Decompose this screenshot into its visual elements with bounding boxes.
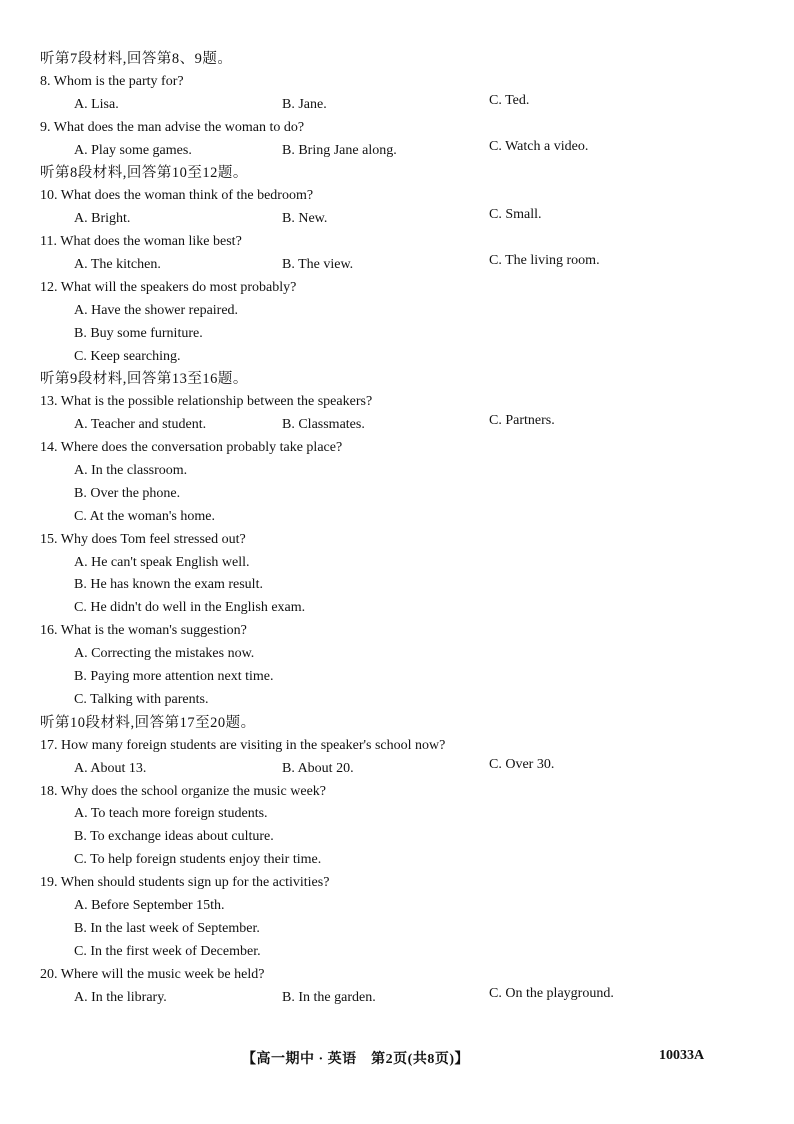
answer-option-c: C. Over 30. [489,756,555,772]
answer-option: B. He has known the exam result. [74,577,263,593]
answer-option: C. At the woman's home. [74,508,215,524]
question-stem: 10. What does the woman think of the bedroom? [40,188,314,204]
answer-options-row [40,987,760,1010]
answer-option: A. Correcting the mistakes now. [74,646,255,662]
answer-option: C. Talking with parents. [74,691,209,707]
answer-options-row [40,208,760,231]
answer-options-row [40,254,760,277]
answer-option-b: B. In the garden. [282,989,376,1005]
answer-option: B. Over the phone. [74,485,181,501]
question-stem: 17. How many foreign students are visiting in the speaker's school now? [40,737,446,753]
question-stem: 8. Whom is the party for? [40,73,184,89]
question-stem: 11. What does the woman like best? [40,234,242,250]
answer-option: C. To help foreign students enjoy their time. [74,852,322,868]
answer-option-b: B. Jane. [282,96,327,112]
answer-option: A. In the classroom. [74,463,188,479]
answer-option-a: A. Lisa. [74,96,119,112]
answer-option-a: A. Teacher and student. [74,417,207,433]
exam-page [40,48,760,1009]
answer-option-b: B. Bring Jane along. [282,142,397,158]
question-stem: 13. What is the possible relationship between the speakers? [40,394,373,410]
answer-option-c: C. Small. [489,207,542,223]
question-stem: 14. Where does the conversation probably take place? [40,440,343,456]
question-stem: 18. Why does the school organize the music week? [40,783,327,799]
answer-options-row [40,140,760,163]
answer-option-a: A. In the library. [74,989,167,1005]
question-stem: 16. What is the woman's suggestion? [40,623,247,639]
answer-option: C. Keep searching. [74,348,181,364]
question-stem: 12. What will the speakers do most probably? [40,279,297,295]
answer-option: B. In the last week of September. [74,920,260,936]
answer-option-b: B. New. [282,211,328,227]
answer-option-c: C. Ted. [489,92,530,108]
section-heading: 听第10段材料,回答第17至20题。 [40,714,256,731]
answer-option-a: A. Play some games. [74,142,192,158]
page-footer [0,1048,794,1072]
answer-option-c: C. Watch a video. [489,138,589,154]
answer-option: A. Before September 15th. [74,897,225,913]
answer-option: C. He didn't do well in the English exam. [74,600,306,616]
answer-option: A. Have the shower repaired. [74,302,239,318]
answer-option-c: C. On the playground. [489,985,614,1001]
answer-option: C. In the first week of December. [74,943,261,959]
answer-option-a: A. Bright. [74,211,131,227]
section-heading: 听第8段材料,回答第10至12题。 [40,165,248,182]
answer-option: B. Buy some furniture. [74,325,203,341]
answer-options-row [40,414,760,437]
answer-options-row [40,758,760,781]
question-stem: 20. Where will the music week be held? [40,966,265,982]
answer-option-c: C. Partners. [489,413,555,429]
section-heading: 听第9段材料,回答第13至16题。 [40,371,248,388]
answer-option-c: C. The living room. [489,253,600,269]
answer-option-b: B. The view. [282,257,354,273]
question-stem: 15. Why does Tom feel stressed out? [40,531,246,547]
footer-page-info: 【高一期中 · 英语 第2页(共8页)】 [242,1052,469,1067]
answer-option-b: B. About 20. [282,760,354,776]
answer-option: B. Paying more attention next time. [74,669,274,685]
answer-option-a: A. The kitchen. [74,257,161,273]
answer-option: A. He can't speak English well. [74,554,250,570]
answer-option: B. To exchange ideas about culture. [74,829,274,845]
answer-option: A. To teach more foreign students. [74,806,268,822]
section-heading: 听第7段材料,回答第8、9题。 [40,51,233,67]
answer-option-b: B. Classmates. [282,417,365,433]
footer-paper-code: 10033A [659,1048,705,1063]
question-stem: 9. What does the man advise the woman to do? [40,119,305,135]
answer-options-row [40,94,760,117]
answer-option-a: A. About 13. [74,760,147,776]
question-stem: 19. When should students sign up for the activities? [40,875,330,891]
